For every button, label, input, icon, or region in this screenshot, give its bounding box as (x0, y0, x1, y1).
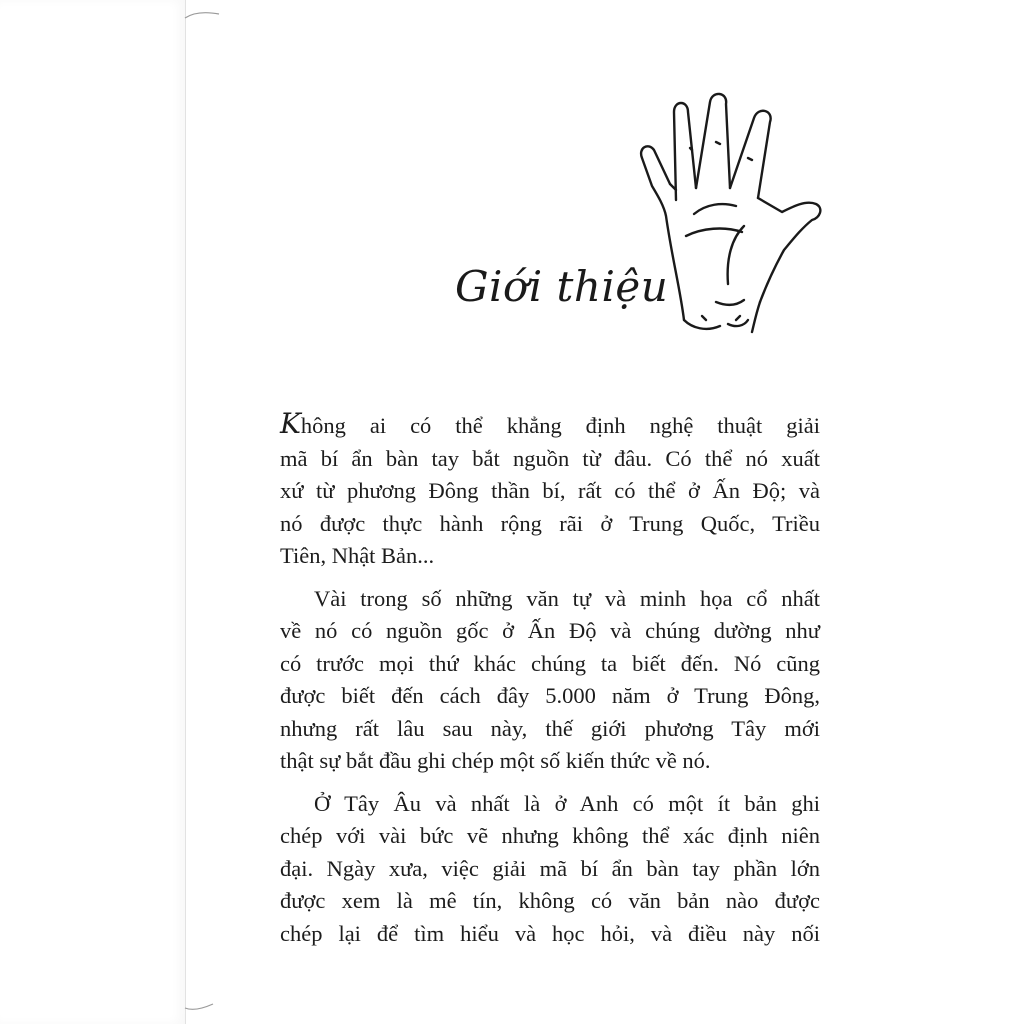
text-line: được xem là mê tín, không có văn bản nào được (280, 888, 820, 913)
paragraph-1 (280, 408, 820, 573)
text-line: nhưng rất lâu sau này, thế giới phương Tây mới (280, 715, 820, 741)
text-line: Tiên, Nhật Bản... (280, 543, 435, 568)
text-line: xứ từ phương Đông thần bí, rất có thể ở Ấn Độ; và (280, 478, 820, 503)
page-corner-mark-top (183, 8, 223, 22)
text-line: Không ai có thể khẳng định nghệ thuật giải (280, 407, 820, 440)
drop-letter: K (280, 407, 301, 440)
previous-page-edge (0, 0, 186, 1024)
text-line: được biết đến cách đây 5.000 năm ở Trung Đông, (280, 683, 820, 708)
text-line: chép lại để tìm hiểu và học hỏi, và điều này nối (280, 920, 820, 946)
text-line: mã bí ẩn bàn tay bắt nguồn từ đâu. Có thể nó xuất (280, 445, 820, 471)
text-line: thật sự bắt đầu ghi chép một số kiến thức về nó. (280, 748, 711, 773)
text-line: đại. Ngày xưa, việc giải mã bí ẩn bàn tay phần lớn (280, 855, 820, 881)
paragraph-3 (280, 788, 820, 951)
text-line: nó được thực hành rộng rãi ở Trung Quốc, Triều (280, 510, 820, 536)
text-line: chép với vài bức vẽ nhưng không thể xác định niên (280, 823, 820, 848)
page-corner-mark-bottom (183, 1000, 223, 1014)
text-line: Vài trong số những văn tự và minh họa cổ nhất (314, 585, 820, 611)
body-text (280, 408, 820, 960)
text-line: Ở Tây Âu và nhất là ở Anh có một ít bản ghi (314, 790, 820, 816)
text-line: có trước mọi thứ khác chúng ta biết đến. Nó cũng (280, 650, 820, 676)
chapter-title: Giới thiệu (455, 262, 669, 311)
text-line: về nó có nguồn gốc ở Ấn Độ và chúng dường như (280, 618, 820, 643)
paragraph-2 (280, 583, 820, 778)
